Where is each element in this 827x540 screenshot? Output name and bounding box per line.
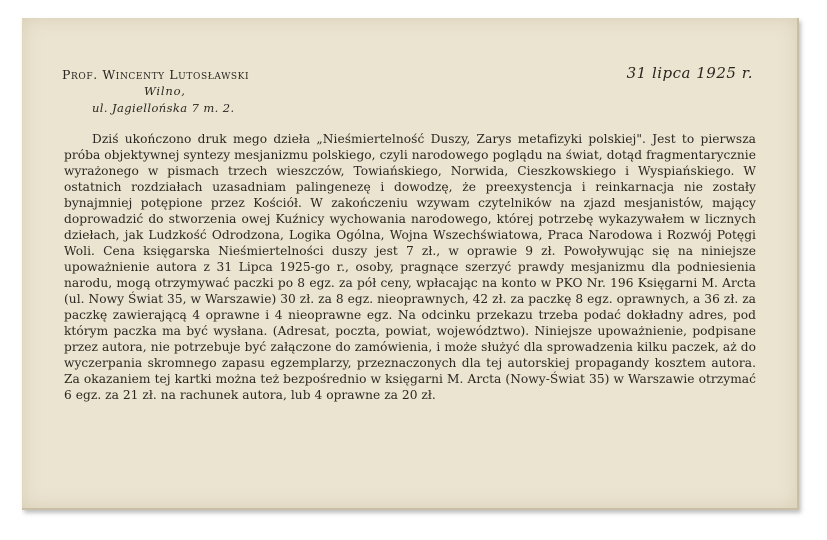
sender-city: Wilno,: [144, 84, 186, 98]
sender-name: Prof. Wincenty Lutosławski: [62, 67, 250, 82]
postcard: [22, 18, 799, 510]
sender-address-block: [62, 66, 249, 117]
letter-body: Dziś ukończono druk mego dzieła „Nieśmiertelność Duszy, Zarys metafizyki polskiej". Jest to pierwsza próba objektywnej syntezy mesjanizmu polskiego, czyli narodowego poglądu na świat, dotąd fragmentarycznie wyrażonego w pismach trzech wieszczów, Towiańskiego, Norwida, Cieszkowskiego i Wyspiańskiego. W ostatnich rozdziałach uzasadniam palingenezę i dowodzę, że preexystencja i reinkarnacja nie zostały bynajmniej potępione przez Kościół. W zakończeniu wzywam czytelników na zjazd mesjanistów, mający doprowadzić do stworzenia owej Kuźnicy wychowania narodowego, której potrzebę wykazywałem w licznych dziełach, jak Ludzkość Odrodzona, Logika Ogólna, Wojna Wszechświatowa, Praca Narodowa i Rozwój Potęgi Woli. Cena księgarska Nieśmiertelności duszy jest 7 zł., w oprawie 9 zł. Powoływując się na niniejsze upoważnienie autora z 31 Lipca 1925-go r., osoby, pragnące szerzyć prawdy mesjanizmu dla podniesienia narodu, mogą otrzymywać paczki po 8 egz. za pół ceny, wpłacając na konto w PKO Nr. 196 Księgarni M. Arcta (ul. Nowy Świat 35, w Warszawie) 30 zł. za 8 egz. nieoprawnych, 42 zł. za paczkę 8 egz. oprawnych, a 36 zł. za paczkę zawierającą 4 oprawne i 4 nieoprawne egz. Na odcinku przekazu trzeba podać dokładny adres, pod którym paczka ma być wysłana. (Adresat, poczta, powiat, województwo). Niniejsze upoważnienie, podpisane przez autora, nie potrzebuje być załączone do zamówienia, i może służyć dla sprowadzenia kilku paczek, aż do wyczerpania skromnego zapasu egzemplarzy, przeznaczonych dla tej autorskiej propagandy kosztem autora. Za okazaniem tej kartki można też bezpośrednio w księgarni M. Arcta (Nowy-Świat 35) w Warszawie otrzymać 6 egz. za 21 zł. na rachunek autora, lub 4 oprawne za 20 zł.: [64, 132, 756, 402]
letter-date: 31 lipca 1925 r.: [626, 64, 753, 82]
sender-street: ul. Jagiellońska 7 m. 2.: [92, 101, 235, 115]
